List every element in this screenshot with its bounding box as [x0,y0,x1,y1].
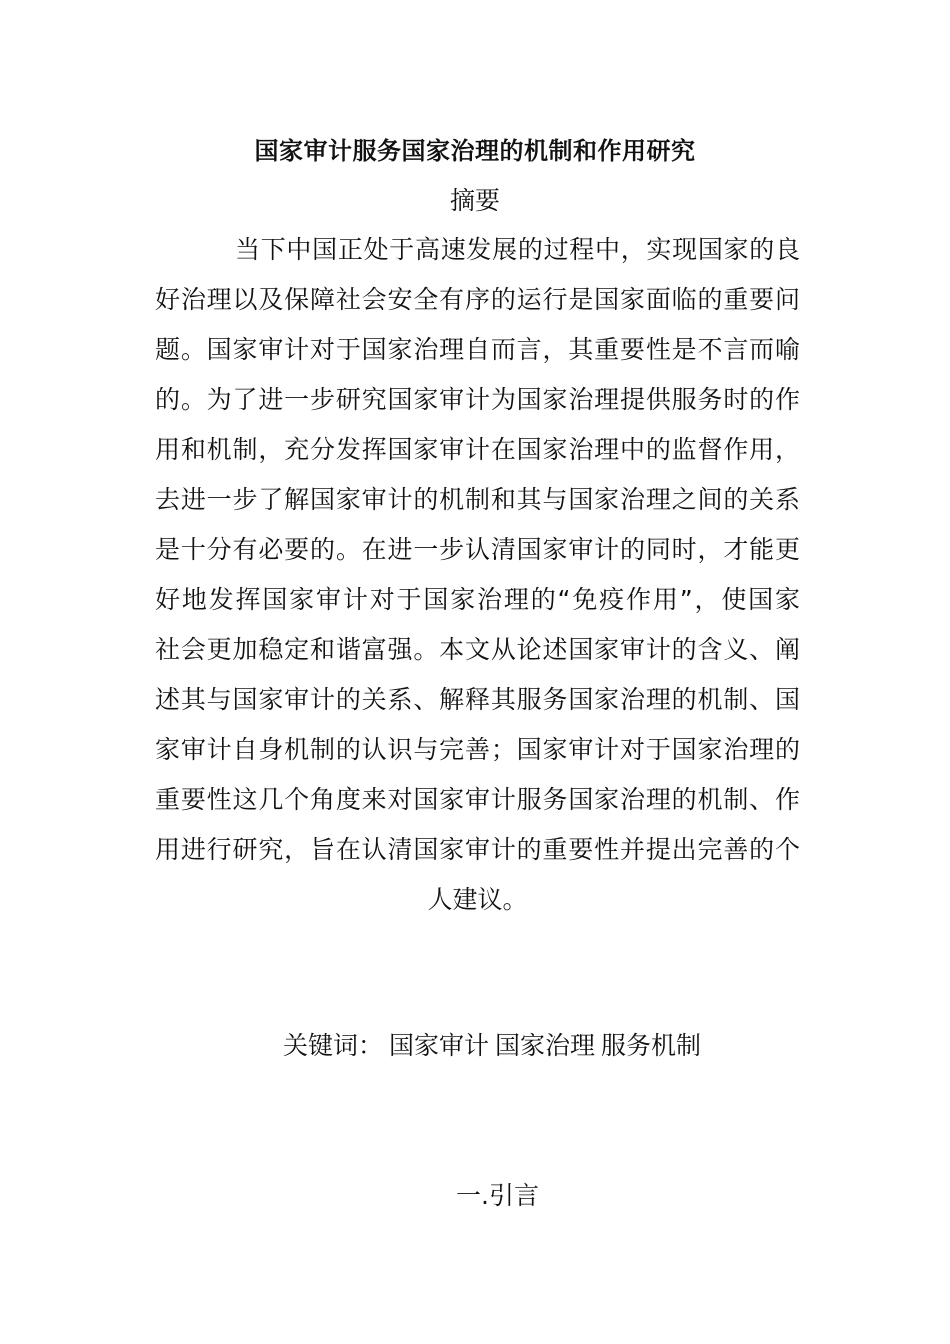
abstract-line: 重要性这几个角度来对国家审计服务国家治理的机制、作 [155,785,800,814]
keywords-line [0,1028,950,1064]
abstract-line: 用和机制，充分发挥国家审计在国家治理中的监督作用， [155,435,800,464]
abstract-line: 述其与国家审计的关系、解释其服务国家治理的机制、国 [155,685,800,714]
abstract-heading: 摘要 [449,186,500,215]
abstract-line: 用进行研究，旨在认清国家审计的重要性并提出完善的个 [155,835,800,864]
abstract-line: 当下中国正处于高速发展的过程中，实现国家的良 [235,235,800,264]
document-title: 国家审计服务国家治理的机制和作用研究 [254,136,696,165]
keywords-label: 关键词： [282,1031,383,1060]
abstract-line: 题。国家审计对于国家治理自而言，其重要性是不言而喻 [155,335,800,364]
abstract-line: 好治理以及保障社会安全有序的运行是国家面临的重要问 [155,285,800,314]
section-heading: 一.引言 [456,1181,539,1210]
abstract-body [155,228,800,928]
keyword: 服务机制 [601,1031,702,1060]
abstract-line: 好地发挥国家审计对于国家治理的“免疫作用”，使国家 [155,585,800,614]
keyword: 国家审计 [388,1031,489,1060]
abstract-line: 人建议。 [427,885,528,914]
abstract-line: 社会更加稳定和谐富强。本文从论述国家审计的含义、阐 [155,635,800,664]
keyword: 国家治理 [495,1031,596,1060]
abstract-line: 的。为了进一步研究国家审计为国家治理提供服务时的作 [155,385,800,414]
abstract-line: 是十分有必要的。在进一步认清国家审计的同时，才能更 [155,535,800,564]
abstract-line: 家审计自身机制的认识与完善；国家审计对于国家治理的 [155,735,800,764]
abstract-line: 去进一步了解国家审计的机制和其与国家治理之间的关系 [155,485,800,514]
